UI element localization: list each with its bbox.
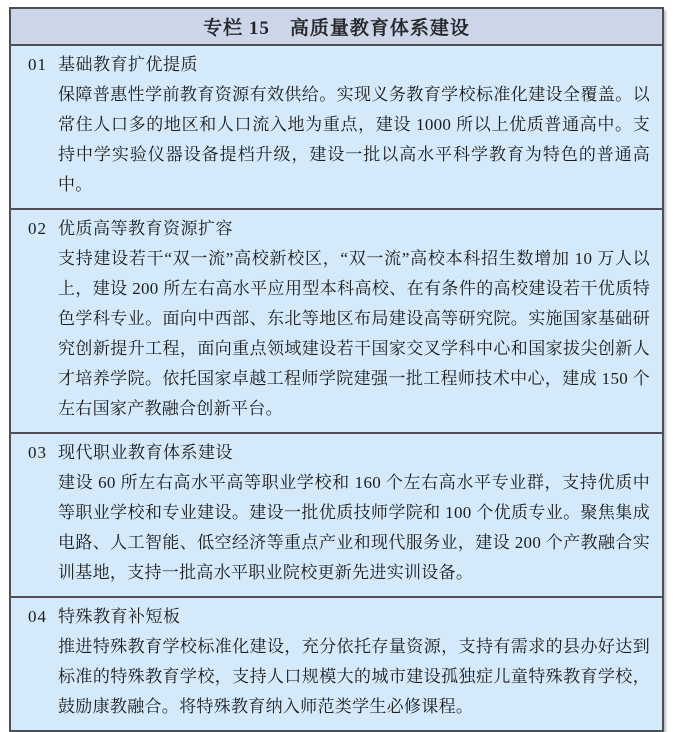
section-heading: 优质高等教育资源扩容: [58, 219, 233, 238]
panel-title: 专栏 15 高质量教育体系建设: [203, 18, 470, 39]
section-number: 04: [28, 607, 47, 626]
section-number: 02: [28, 219, 47, 238]
policy-box: [9, 7, 664, 732]
section-heading: 特殊教育补短板: [58, 607, 181, 626]
section-content: [58, 438, 662, 588]
section-body: 建设 60 所左右高水平高等职业学校和 160 个左右高水平专业群，支持优质中等职业学校和专业建设。建设一批优质技师学院和 100 个优质专业。聚焦集成电路、人工智能、低空经济等重点产业和现代服务业，建设 200 个产教融合实训基地，支持一批高水平职业院校更新先进实训设备。: [58, 473, 650, 582]
section-heading: 现代职业教育体系建设: [58, 443, 233, 462]
section-number: 03: [28, 443, 47, 462]
panel-header: [11, 9, 662, 46]
section-body: 支持建设若干“双一流”高校新校区，“双一流”高校本科招生数增加 10 万人以上，建设 200 所左右高水平应用型本科高校、在有条件的高校建设若干优质特色学科专业。面向中西部、东北等地区布局建设高等研究院。实施国家基础研究创新提升工程，面向重点领域建设若干国家交叉学科中心和国家拔尖创新人才培养学院。依托国家卓越工程师学院建强一批工程师技术中心，建成 150 个左右国家产教融合创新平台。: [58, 249, 650, 418]
section-row: [11, 46, 662, 208]
section-content: [58, 214, 662, 424]
section-row: [11, 432, 662, 596]
section-heading: 基础教育扩优提质: [58, 55, 198, 74]
section-content: [58, 602, 662, 722]
section-row: [11, 596, 662, 730]
section-content: [58, 50, 662, 200]
section-number: 01: [28, 55, 47, 74]
section-body: 推进特殊教育学校标准化建设，充分依托存量资源，支持有需求的县办好达到标准的特殊教育学校，支持人口规模大的城市建设孤独症儿童特殊教育学校，鼓励康教融合。将特殊教育纳入师范类学生必修课程。: [58, 637, 650, 716]
section-body: 保障普惠性学前教育资源有效供给。实现义务教育学校标准化建设全覆盖。以常住人口多的地区和人口流入地为重点，建设 1000 所以上优质普通高中。支持中学实验仪器设备提档升级，建设一批以高水平科学教育为特色的普通高中。: [58, 85, 650, 194]
section-row: [11, 208, 662, 432]
